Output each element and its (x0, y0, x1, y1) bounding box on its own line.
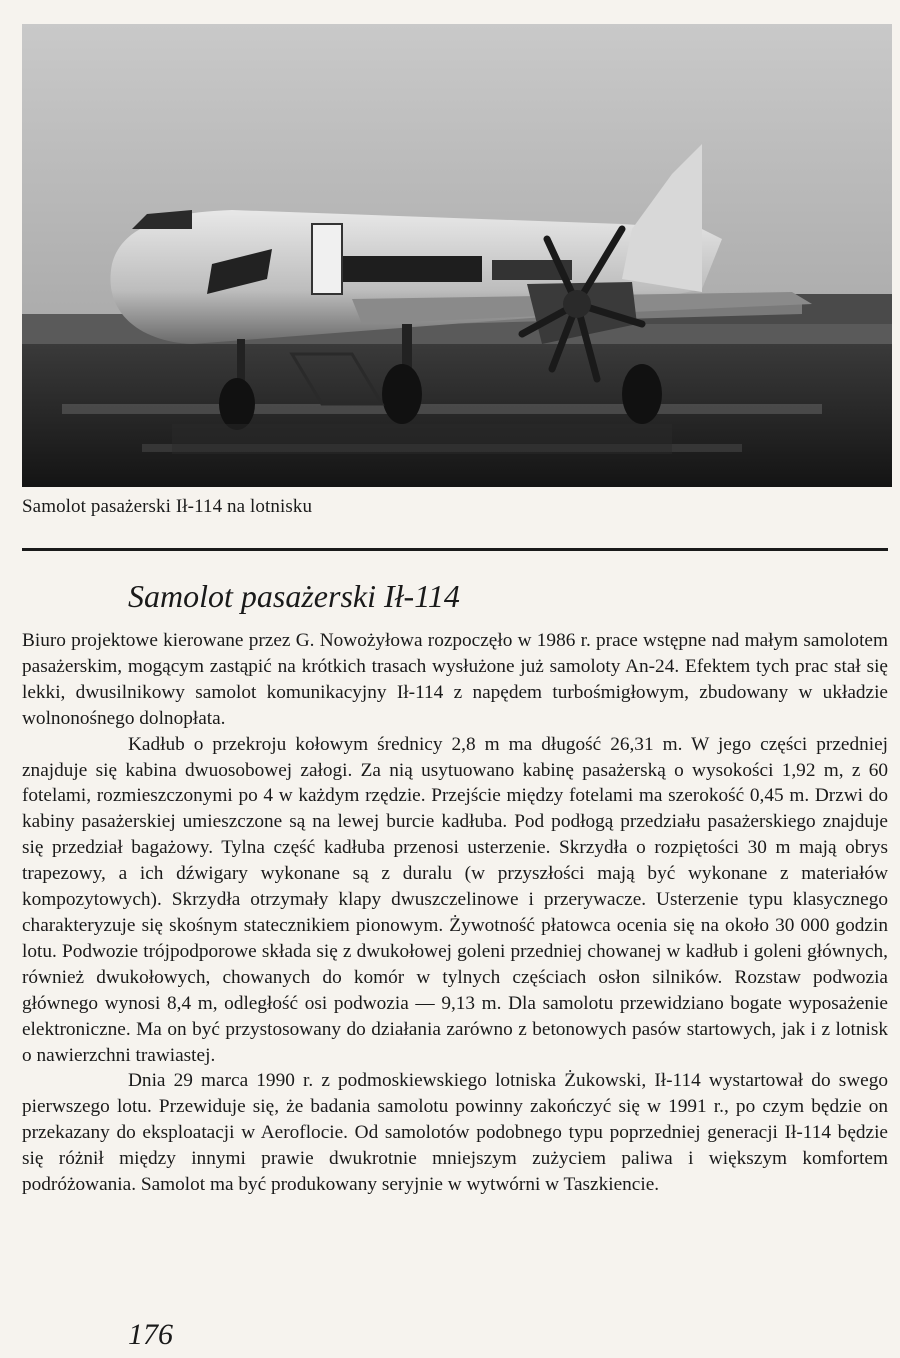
paragraph: Kadłub o przekroju kołowym średnicy 2,8 m ma długość 26,31 m. W jego części przedniej znajduje się kabina dwuosobowej załogi. Za nią usytuowano kabinę pasażerską o wysokości 1,92 m, z 60 fotelami, rozmieszczonymi po 4 w każdym rzędzie. Przejście między fotelami ma szerokość 0,45 m. Drzwi do kabiny pasażerskiej umieszczone są na lewej burcie kadłuba. Pod podłogą przedziału pasażerskiego znajduje się przedział bagażowy. Tylna część kadłuba przenosi usterzenie. Skrzydła o rozpiętości 30 m mają obrys trapezowy, a ich dźwigary wykonane są z duralu (w przyszłości mają być wykonane z materiałów kompozytowych). Skrzydła otrzymały klapy dwuszczelinowe i przerywacze. Usterzenie typu klasycznego charakteryzuje się skośnym statecznikiem pionowym. Żywotność płatowca ocenia się na około 30 000 godzin lotu. Podwozie trójpodporowe składa się z dwukołowej goleni przedniej chowanej w kadłub i goleni głównych, również dwukołowych, chowanych do komór w tylnych częściach osłon silników. Rozstaw podwozia głównego wynosi 8,4 m, odległość osi podwozia — 9,13 m. Dla samolotu przewidziano bogate wyposażenie elektroniczne. Ma on być przystosowany do działania zarówno z betonowych pasów startowych, jak i z lotnisk o nawierzchni trawiastej. (22, 733, 888, 1066)
article-title: Samolot pasażerski Ił-114 (128, 578, 460, 614)
paragraph: Dnia 29 marca 1990 r. z podmoskiewskiego lotniska Żukowski, Ił-114 wystartował do swego pierwszego lotu. Przewiduje się, że badania samolotu powinny zakończyć się w 1991 r., po czym będzie on przekazany do eksploatacji w Aeroflocie. Od samolotów podobnego typu poprzedniej generacji Ił-114 będzie się różnił między innymi prawie dwukrotnie mniejszym zużyciem paliwa i większym komfortem podróżowania. Samolot ma być produkowany seryjnie w wytwórni w Taszkiencie. (22, 1070, 888, 1196)
page-number: 176 (128, 1318, 173, 1351)
aircraft-photo (22, 24, 892, 487)
airplane-photo-icon (22, 24, 892, 487)
section-divider (22, 548, 888, 551)
photo-caption: Samolot pasażerski Ił-114 na lotnisku (22, 496, 313, 517)
paragraph: Biuro projektowe kierowane przez G. Nowożyłowa rozpoczęło w 1986 r. prace wstępne nad małym samolotem pasażerskim, mogącym zastąpić na krótkich trasach wysłużone już samoloty An-24. Efektem tych prac stał się lekki, dwusilnikowy samolot komunikacyjny Ił-114 z napędem turbośmigłowym, zbudowany w układzie wolnonośnego dolnopłata. (22, 630, 888, 729)
article-body (22, 628, 888, 1198)
